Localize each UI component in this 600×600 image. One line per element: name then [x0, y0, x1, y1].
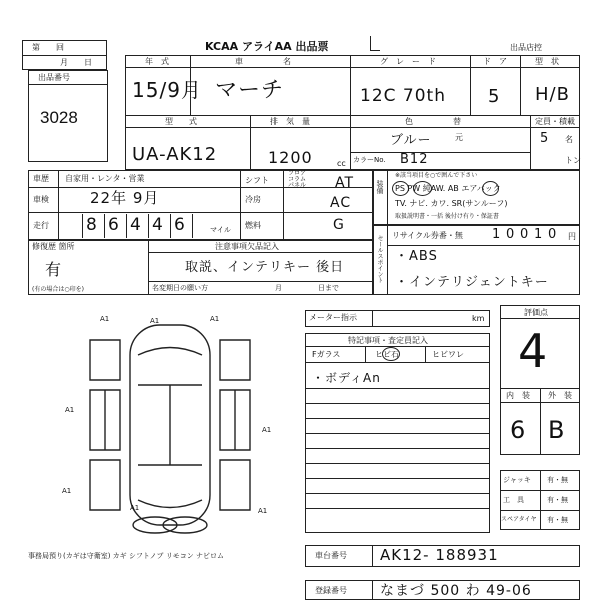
diagram-label: A1 — [65, 406, 75, 414]
chassis-value: AK12- 188931 — [380, 546, 499, 564]
form-title: KCAA アライAA 出品票 — [205, 40, 329, 53]
registration-value: なまづ 500 わ 49-06 — [380, 583, 532, 599]
diagram-label: A1 — [210, 315, 220, 323]
recycle-label: リサイクル券番・無 — [392, 231, 463, 240]
notice-label: 注意事項欠品記入 — [215, 242, 279, 251]
grade-label: グ レ ー ド — [380, 57, 436, 66]
mileage-digit: 8 — [86, 215, 98, 235]
equipment-line-2: TV. ナビ. カワ. SR(サンルーフ) — [395, 199, 508, 208]
deadline-month: 月 — [275, 284, 282, 292]
date-label: 月 日 — [60, 58, 92, 67]
year-label: 年 式 — [145, 57, 169, 66]
exterior-label: 外 装 — [548, 391, 572, 400]
ps-circle — [392, 181, 409, 196]
chassis-label: 車台番号 — [315, 551, 347, 560]
model-label: 型 式 — [165, 117, 197, 126]
mileage-digit: 6 — [108, 215, 120, 235]
color-value: ブルー — [390, 133, 432, 148]
tools-label: 工 具 — [503, 496, 524, 504]
door-label: ド ア — [483, 57, 507, 66]
meter-unit: km — [472, 314, 485, 323]
interior-value: 6 — [510, 416, 527, 444]
model-value: UA-AK12 — [132, 144, 218, 165]
pw-circle — [413, 181, 432, 196]
diagram-label: A1 — [258, 507, 268, 515]
repair-value: 有 — [45, 260, 63, 279]
body-type-label: 型 状 — [535, 57, 559, 66]
sales-point-2: ・インテリジェントキー — [395, 275, 549, 290]
lot-round-label: 第 回 — [32, 43, 64, 52]
grade-value: 12C 70th — [360, 86, 446, 106]
capacity-value: 5 — [540, 131, 550, 146]
special-notes-label: 特記事項・査定員記入 — [348, 336, 428, 345]
equipment-line-3: 取扱説明書・一括 後付け有り・保証書 — [395, 213, 499, 220]
site-copy-label: 出品店控 — [510, 43, 542, 52]
shift-label: シフト — [245, 176, 269, 185]
car-damage-diagram — [60, 310, 280, 540]
displacement-value: 1200 — [268, 148, 313, 167]
rating-label: 評価点 — [524, 308, 548, 317]
registration-label: 登録番号 — [315, 586, 347, 595]
car-name-value: マーチ — [215, 78, 285, 103]
color-source-label: 元 — [455, 133, 463, 142]
tools-options: 有・無 — [547, 496, 568, 504]
spare-tire-label: スペアタイヤ — [501, 516, 537, 523]
mileage-label: 走行 — [33, 221, 49, 230]
recycle-unit: 円 — [568, 232, 576, 241]
rating-value: 4 — [518, 324, 549, 378]
deadline-label: 名変期日の願い方 — [152, 284, 208, 292]
mileage-unit: マイル — [210, 226, 231, 234]
body-type-value: H/B — [535, 84, 570, 105]
notice-value: 取説、インテリキー 後日 — [185, 260, 345, 275]
shift-options: フロア コラム パネル — [288, 170, 307, 189]
jack-options: 有・無 — [547, 476, 568, 484]
deadline-day: 日まで — [318, 284, 339, 292]
sales-points-label: セールスポイント — [376, 235, 383, 283]
diagram-label: A1 — [262, 426, 272, 434]
recycle-digit: 0 — [548, 227, 558, 242]
lot-number-label: 出品番号 — [38, 73, 70, 82]
equipment-line-1: PS PW 純AW. AB エアバック — [395, 184, 501, 193]
special-item: Fガラス — [312, 350, 341, 359]
equipment-label: 装備 — [376, 180, 384, 194]
sales-point-1: ・ABS — [395, 249, 438, 264]
displacement-unit: cc — [337, 159, 346, 168]
color-label: 色 替 — [405, 117, 461, 126]
displacement-label: 排 気 量 — [270, 117, 310, 126]
diagram-label: A1 — [100, 315, 110, 323]
capacity-unit: 名 — [565, 135, 573, 144]
special-item: ヒビワレ — [432, 350, 464, 359]
special-item-circle — [382, 347, 400, 361]
recycle-digit: 0 — [506, 227, 516, 242]
load-unit: トン — [565, 156, 581, 165]
inspection-label: 車検 — [33, 195, 49, 204]
ac-label: 冷房 — [245, 195, 261, 204]
interior-label: 内 装 — [506, 391, 530, 400]
diagram-label: A1 — [150, 317, 160, 325]
shift-value: AT — [335, 175, 355, 191]
usage-options: 自家用・レンタ・営業 — [65, 174, 145, 183]
color-code-label: カラーNo. — [353, 156, 386, 164]
recycle-digit: 1 — [492, 227, 502, 242]
special-item: ヒビ石 — [375, 350, 399, 359]
diagram-label: A1 — [62, 487, 72, 495]
door-value: 5 — [488, 86, 501, 107]
keys-text: 事務局預り(カギは守衛室) カギ シフトノブ リモコン ナビロム — [28, 552, 224, 560]
diagram-label: A1 — [130, 504, 140, 512]
jack-label: ジャッキ — [503, 476, 531, 484]
exterior-value: B — [548, 416, 566, 444]
spare-tire-options: 有・無 — [547, 516, 568, 524]
mileage-digit: 4 — [130, 215, 142, 235]
fuel-label: 燃料 — [245, 221, 261, 230]
meter-label: メーター指示 — [309, 313, 357, 322]
repair-note: (有の場合は○印を) — [32, 286, 84, 293]
lot-number-value: 3028 — [40, 108, 78, 127]
ab-circle — [482, 181, 499, 196]
capacity-label: 定員・積載 — [535, 117, 575, 126]
recycle-digit: 1 — [534, 227, 544, 242]
repair-label: 修復歴 箇所 — [32, 242, 75, 251]
color-code-value: B12 — [400, 152, 429, 167]
inspection-value: 22年 9月 — [90, 189, 160, 207]
mileage-digits — [82, 214, 202, 238]
usage-label: 車歴 — [33, 174, 49, 183]
mileage-digit: 4 — [152, 215, 164, 235]
equipment-note: ※該当項目を○で囲んで下さい — [395, 172, 478, 179]
mileage-digit: 6 — [174, 215, 186, 235]
year-value: 15/9月 — [132, 78, 202, 102]
recycle-digit: 0 — [520, 227, 530, 242]
car-name-label: 車 名 — [235, 57, 291, 66]
ac-value: AC — [330, 195, 352, 211]
fuel-value: G — [333, 217, 345, 233]
special-note-line-1: ・ボディAn — [312, 371, 381, 385]
